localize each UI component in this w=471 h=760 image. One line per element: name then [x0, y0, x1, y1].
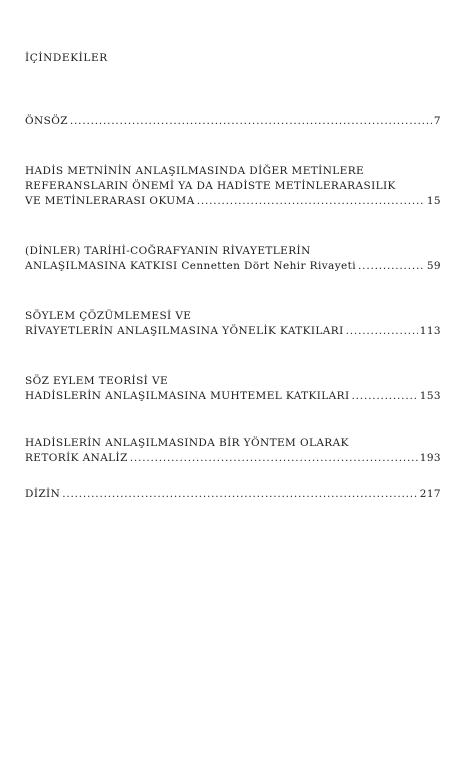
toc-entry-title-line: REFERANSLARIN ÖNEMİ YA DA HADİSTE METİNLERARASILIK [25, 180, 396, 192]
toc-page-number: 7 [433, 115, 441, 127]
toc-entry-title-line: RİVAYETLERİN ANLAŞILMASINA YÖNELİK KATKILARI [25, 325, 344, 337]
toc-entry-title-line: SÖZ EYLEM TEORİSİ VE [25, 375, 169, 387]
dot-leader [130, 451, 418, 466]
toc-heading: İÇİNDEKİLER [25, 52, 108, 64]
dot-leader [358, 259, 425, 274]
toc-entry-title-line: SÖYLEM ÇÖZÜMLEMESİ VE [25, 310, 192, 322]
toc-entry-speech-act-theory[interactable] [25, 374, 441, 404]
toc-entry-title-line: RETORİK ANALİZ [25, 452, 128, 464]
toc-entry-title-line: ANLAŞILMASINA KATKISI Cennetten Dört Nehir Rivayeti [25, 260, 357, 272]
dot-leader [352, 389, 418, 404]
dot-leader [197, 194, 425, 209]
toc-entry-title: DİZİN [25, 488, 61, 500]
toc-page-number: 15 [426, 195, 441, 207]
toc-page-number: 217 [419, 488, 441, 500]
toc-entry-title-line: HADİSLERİN ANLAŞILMASINDA BİR YÖNTEM OLARAK [25, 437, 349, 449]
toc-entry-index[interactable] [25, 487, 441, 502]
toc-entry-discourse-analysis[interactable] [25, 309, 441, 339]
toc-entry-title: ÖNSÖZ [25, 115, 68, 127]
dot-leader [70, 114, 432, 129]
toc-entry-historical-geography[interactable] [25, 244, 441, 274]
dot-leader [346, 324, 418, 339]
toc-page-number: 193 [419, 452, 441, 464]
toc-entry-title-line: (DİNLER) TARİHİ-COĞRAFYANIN RİVAYETLERİN [25, 245, 311, 257]
toc-page-number: 59 [426, 260, 441, 272]
toc-entry-title-line: HADİSLERİN ANLAŞILMASINA MUHTEMEL KATKILARI [25, 390, 350, 402]
toc-page-number: 113 [419, 325, 441, 337]
dot-leader [62, 487, 418, 502]
toc-entry-title-line: VE METİNLERARASI OKUMA [25, 195, 195, 207]
toc-entry-intertextuality[interactable] [25, 164, 441, 209]
toc-page-number: 153 [419, 390, 441, 402]
toc-entry-rhetorical-analysis[interactable] [25, 436, 441, 466]
toc-entry-preface[interactable] [25, 114, 441, 129]
toc-entry-title-line: HADİS METNİNİN ANLAŞILMASINDA DİĞER METİNLERE [25, 165, 365, 177]
